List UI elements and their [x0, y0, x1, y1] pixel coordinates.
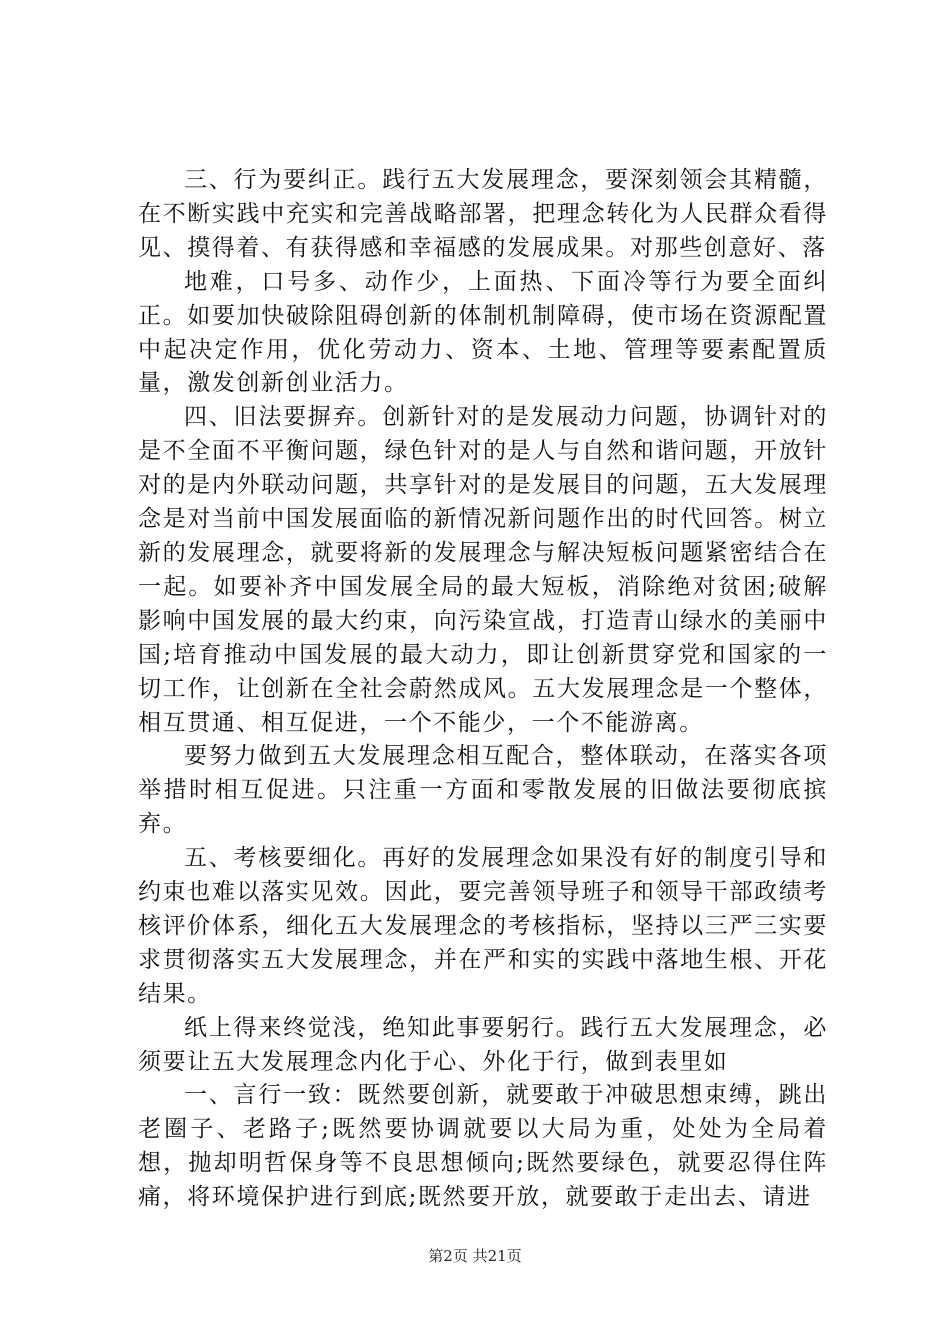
paragraph-old-methods-abandon: 四、旧法要摒弃。创新针对的是发展动力问题，协调针对的是不全面不平衡问题，绿色针对的是人与自然和谐问题，开放针对的是内外联动问题，共享针对的是发展目的问题，五大发展理念是对当前中国发展面临的新情况新问题作出的时代回答。树立新的发展理念，就要将新的发展理念与解决短板问题紧密结合在一起。如要补齐中国发展全局的最大短板，消除绝对贫困;破解影响中国发展的最大约束，向污染宣战，打造青山绿水的美丽中国;培育推动中国发展的最大动力，即让创新贯穿党和国家的一切工作，让创新在全社会蔚然成风。五大发展理念是一个整体，相互贯通、相互促进，一个不能少，一个不能游离。 [138, 404, 828, 736]
document-body [138, 164, 828, 1215]
paragraph-coordination: 要努力做到五大发展理念相互配合，整体联动，在落实各项举措时相互促进。只注重一方面和零散发展的旧做法要彻底摈弃。 [138, 743, 828, 838]
paragraph-assessment-refinement: 五、考核要细化。再好的发展理念如果没有好的制度引导和约束也难以落实见效。因此，要完善领导班子和领导干部政绩考核评价体系，细化五大发展理念的考核指标，坚持以三严三实要求贯彻落实五大发展理念，并在严和实的实践中落地生根、开花结果。 [138, 845, 828, 1007]
paragraph-words-and-deeds: 一、言行一致：既然要创新，就要敢于冲破思想束缚，跳出老圈子、老路子;既然要协调就要以大局为重，处处为全局着想，抛却明哲保身等不良思想倾向;既然要绿色，就要忍得住阵痛，将环境保护进行到底;既然要开放，就要敢于走出去、请进 [138, 1082, 828, 1211]
paragraph-behavior-correction-continued: 地难，口号多、动作少，上面热、下面冷等行为要全面纠正。如要加快破除阻碍创新的体制机制障碍，使市场在资源配置中起决定作用，优化劳动力、资本、土地、管理等要素配置质量，激发创新创业活力。 [138, 268, 828, 397]
page-number-footer: 第2页 共21页 [428, 1247, 522, 1265]
paragraph-practice: 纸上得来终觉浅，绝知此事要躬行。践行五大发展理念，必须要让五大发展理念内化于心、外化于行，做到表里如 [138, 1014, 828, 1075]
paragraph-behavior-correction: 三、行为要纠正。践行五大发展理念，要深刻领会其精髓，在不断实践中充实和完善战略部署，把理念转化为人民群众看得见、摸得着、有获得感和幸福感的发展成果。对那些创意好、落 [138, 167, 828, 261]
